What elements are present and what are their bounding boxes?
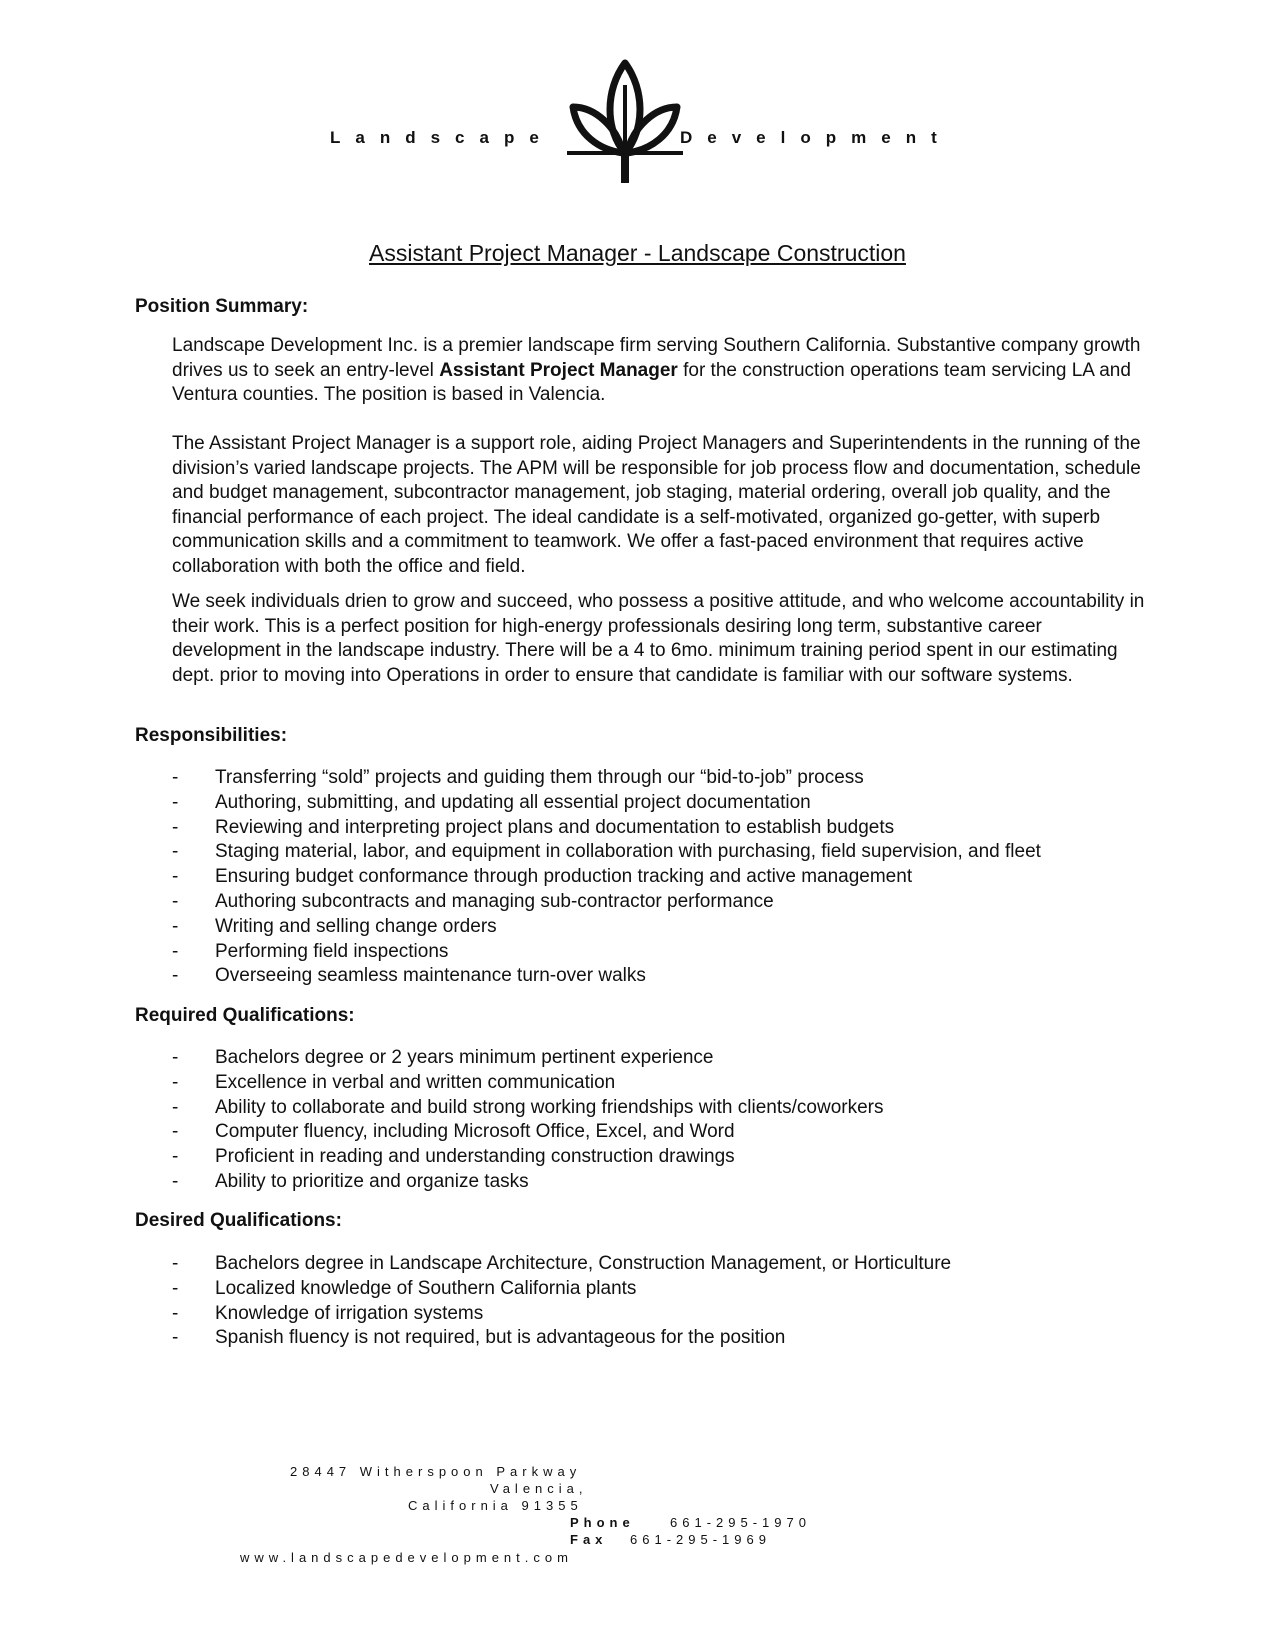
list-item: - Ability to collaborate and build strong working friendships with clients/coworkers (172, 1096, 884, 1118)
desired-qualifications-heading: Desired Qualifications: (135, 1210, 342, 1231)
footer-fax-number: 661-295-1969 (630, 1532, 771, 1547)
list-item: - Proficient in reading and understanding construction drawings (172, 1146, 735, 1168)
footer-address-line-2: Valencia, (490, 1481, 588, 1496)
footer-fax-label: Fax (570, 1532, 608, 1547)
list-item: - Computer fluency, including Microsoft Office, Excel, and Word (172, 1121, 735, 1143)
letterhead (0, 55, 1275, 185)
list-item: - Reviewing and interpreting project plans and documentation to establish budgets (172, 816, 895, 838)
list-item: - Excellence in verbal and written communication (172, 1071, 616, 1093)
list-item: - Overseeing seamless maintenance turn-over walks (172, 965, 646, 987)
footer-phone-label: Phone (570, 1515, 635, 1530)
list-item: - Writing and selling change orders (172, 915, 497, 937)
list-item: - Bachelors degree in Landscape Architecture, Construction Management, or Horticulture (172, 1253, 952, 1274)
summary-paragraph-2: The Assistant Project Manager is a support role, aiding Project Managers and Superintendents in the running of the division’s varied landscape projects. The APM will be responsible for job process flow and documentation, schedule and budget management, subcontractor management, job staging, material ordering, overall job quality, and the financial performance of each project. The ideal candidate is a self-motivated, organized go-getter, with superb communication skills and a commitment to teamwork. We offer a fast-paced environment that requires active collaboration with both the office and field. (172, 433, 1141, 577)
list-item: - Localized knowledge of Southern California plants (172, 1277, 637, 1299)
list-item: - Authoring, submitting, and updating all essential project documentation (172, 791, 811, 813)
summary-paragraph-1 (172, 334, 1147, 408)
responsibilities-list (172, 766, 1172, 989)
list-item: - Transferring “sold” projects and guiding them through our “bid-to-job” process (172, 767, 864, 788)
summary-paragraph-3: We seek individuals drien to grow and succeed, who possess a positive attitude, and who welcome accountability in their work. This is a perfect position for high-energy professionals desiring long term, substantive career development in the landscape industry. There will be a 4 to 6mo. minimum training period spent in our estimating dept. prior to moving into Operations in order to ensure that candidate is familiar with our software systems. (172, 591, 1145, 686)
page-title: Assistant Project Manager - Landscape Construction (369, 240, 906, 266)
footer-address-line-1: 28447 Witherspoon Parkway (290, 1464, 582, 1479)
list-item: - Bachelors degree or 2 years minimum pertinent experience (172, 1047, 714, 1068)
list-item: - Ability to prioritize and organize tasks (172, 1170, 529, 1192)
footer-website-link[interactable]: www.landscapedevelopment.com (240, 1550, 573, 1565)
desired-qualifications-list (172, 1252, 1172, 1351)
logo-text-right: Development (680, 128, 952, 147)
logo-text-left: Landscape (330, 128, 554, 147)
list-item: - Ensuring budget conformance through production tracking and active management (172, 866, 913, 888)
footer-phone-number: 661-295-1970 (670, 1515, 811, 1530)
list-item: - Authoring subcontracts and managing sub-contractor performance (172, 890, 774, 912)
list-item: - Staging material, labor, and equipment in collaboration with purchasing, field supervision, and fleet (172, 841, 1041, 863)
required-qualifications-list (172, 1046, 1172, 1195)
list-item: - Spanish fluency is not required, but is advantageous for the position (172, 1327, 786, 1349)
summary-role-emphasis: Assistant Project Manager (439, 359, 678, 381)
position-summary-heading: Position Summary: (135, 296, 309, 317)
required-qualifications-heading: Required Qualifications: (135, 1005, 355, 1026)
list-item: - Performing field inspections (172, 940, 449, 962)
summary-text: Landscape Development Inc. is a premier landscape firm serving Southern California. Substantive company growth drives us to seek an entry-level (172, 335, 1141, 381)
responsibilities-heading: Responsibilities: (135, 725, 288, 746)
footer-address-line-3: California 91355 (408, 1498, 583, 1513)
list-item: - Knowledge of irrigation systems (172, 1302, 484, 1324)
leaf-logo-icon (565, 55, 685, 185)
summary-text: for the construction operations team servicing LA and Ventura counties. The position is based in Valencia. (172, 359, 1131, 406)
